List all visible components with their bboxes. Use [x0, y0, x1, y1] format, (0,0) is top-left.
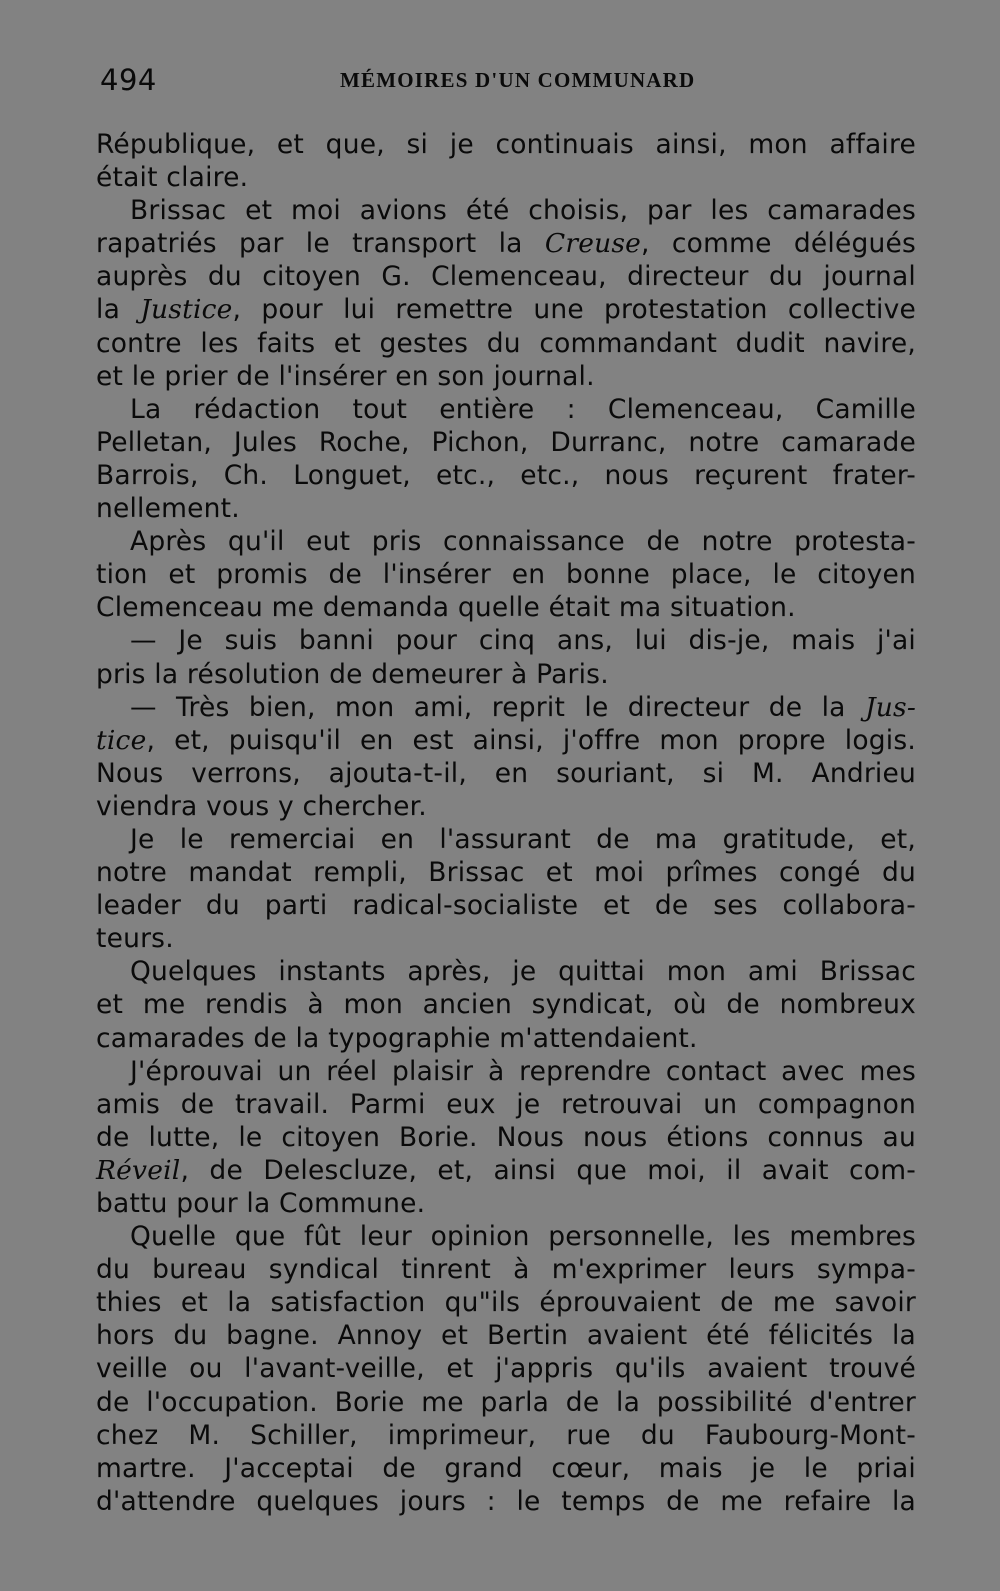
text-line: martre. J'acceptai de grand cœur, mais je le priai: [96, 1452, 916, 1484]
text-line: contre les faits et gestes du commandant dudit navire,: [96, 327, 916, 359]
text-line: et me rendis à mon ancien syndicat, où de nombreux: [96, 989, 916, 1021]
text-line: tion et promis de l'insérer en bonne place, le citoyen: [96, 559, 916, 591]
text-line: La rédaction tout entière : Clemenceau, Camille: [130, 393, 916, 425]
text-line: du bureau syndical tinrent à m'exprimer leurs sympa-: [96, 1254, 916, 1286]
text-line: [96, 691, 916, 724]
text-run: , de Delescluze, et, ainsi que moi, il avait com-: [180, 1154, 916, 1186]
body-text: [96, 128, 916, 1518]
text-line: auprès du citoyen G. Clemenceau, directeur du journal: [96, 261, 916, 293]
text-line: [96, 227, 916, 260]
text-line: camarades de la typographie m'attendaient.: [96, 1022, 698, 1054]
text-line: — Je suis banni pour cinq ans, lui dis-je, mais j'ai: [130, 625, 916, 657]
text-line: République, et que, si je continuais ainsi, mon affaire: [96, 129, 916, 160]
text-line: veille ou l'avant-veille, et j'appris qu'ils avaient trouvé: [96, 1353, 916, 1385]
text-run: , et, puisqu'il en est ainsi, j'offre mon propre logis.: [146, 724, 916, 756]
text-line: nellement.: [96, 493, 240, 525]
text-line: Je le remerciai en l'assurant de ma gratitude, et,: [130, 823, 916, 855]
text-line: Quelques instants après, je quittai mon ami Brissac: [130, 956, 916, 988]
text-line: notre mandat rempli, Brissac et moi prîmes congé du: [96, 857, 916, 889]
page-number: 494: [100, 63, 157, 97]
text-line: [96, 1154, 916, 1187]
text-line: Barrois, Ch. Longuet, etc., etc., nous reçurent frater-: [96, 459, 916, 491]
text-run: — Très bien, mon ami, reprit le directeur de la: [130, 691, 865, 723]
page-header: [100, 60, 910, 100]
text-line: chez M. Schiller, imprimeur, rue du Faubourg-Mont-: [96, 1419, 916, 1451]
italic-title: Jus-: [864, 691, 916, 723]
text-run: la: [96, 294, 141, 326]
text-line: Quelle que fût leur opinion personnelle, les membres: [130, 1221, 916, 1253]
text-line: Pelletan, Jules Roche, Pichon, Durranc, notre camarade: [96, 426, 916, 458]
text-line: teurs.: [96, 923, 174, 955]
italic-title: Justice: [140, 294, 233, 326]
text-line: viendra vous y chercher.: [96, 790, 427, 822]
text-line: [96, 293, 916, 326]
text-line: thies et la satisfaction qu"ils éprouvaient de me savoir: [96, 1287, 916, 1319]
text-line: [96, 724, 916, 757]
text-line: pris la résolution de demeurer à Paris.: [96, 658, 609, 690]
text-line: Brissac et moi avions été choisis, par les camarades: [130, 195, 916, 227]
text-line: de lutte, le citoyen Borie. Nous nous étions connus au: [96, 1121, 916, 1153]
text-run: rapatriés par le transport la: [96, 228, 545, 260]
text-line: était claire.: [96, 162, 249, 194]
text-line: hors du bagne. Annoy et Bertin avaient été félicités la: [96, 1320, 916, 1352]
italic-title: tice: [96, 724, 147, 756]
text-run: , pour lui remettre une protestation collective: [232, 294, 916, 326]
text-line: battu pour la Commune.: [96, 1188, 426, 1219]
text-line: J'éprouvai un réel plaisir à reprendre contact avec mes: [130, 1055, 916, 1087]
text-line: et le prier de l'insérer en son journal.: [96, 360, 595, 392]
text-run: , comme délégués: [641, 228, 916, 260]
text-line: leader du parti radical-socialiste et de ses collabora-: [96, 890, 916, 922]
text-line: Clemenceau me demanda quelle était ma situation.: [96, 592, 796, 624]
text-line: amis de travail. Parmi eux je retrouvai un compagnon: [96, 1088, 916, 1120]
text-line: d'attendre quelques jours : le temps de me refaire la: [96, 1485, 916, 1517]
text-line: Nous verrons, ajouta-t-il, en souriant, si M. Andrieu: [96, 757, 916, 789]
italic-title: Creuse: [544, 228, 642, 260]
text-line: Après qu'il eut pris connaissance de notre protesta-: [130, 526, 916, 558]
italic-title: Réveil: [96, 1154, 181, 1186]
running-title: MÉMOIRES D'UN COMMUNARD: [340, 68, 696, 92]
text-line: de l'occupation. Borie me parla de la possibilité d'entrer: [96, 1386, 916, 1418]
